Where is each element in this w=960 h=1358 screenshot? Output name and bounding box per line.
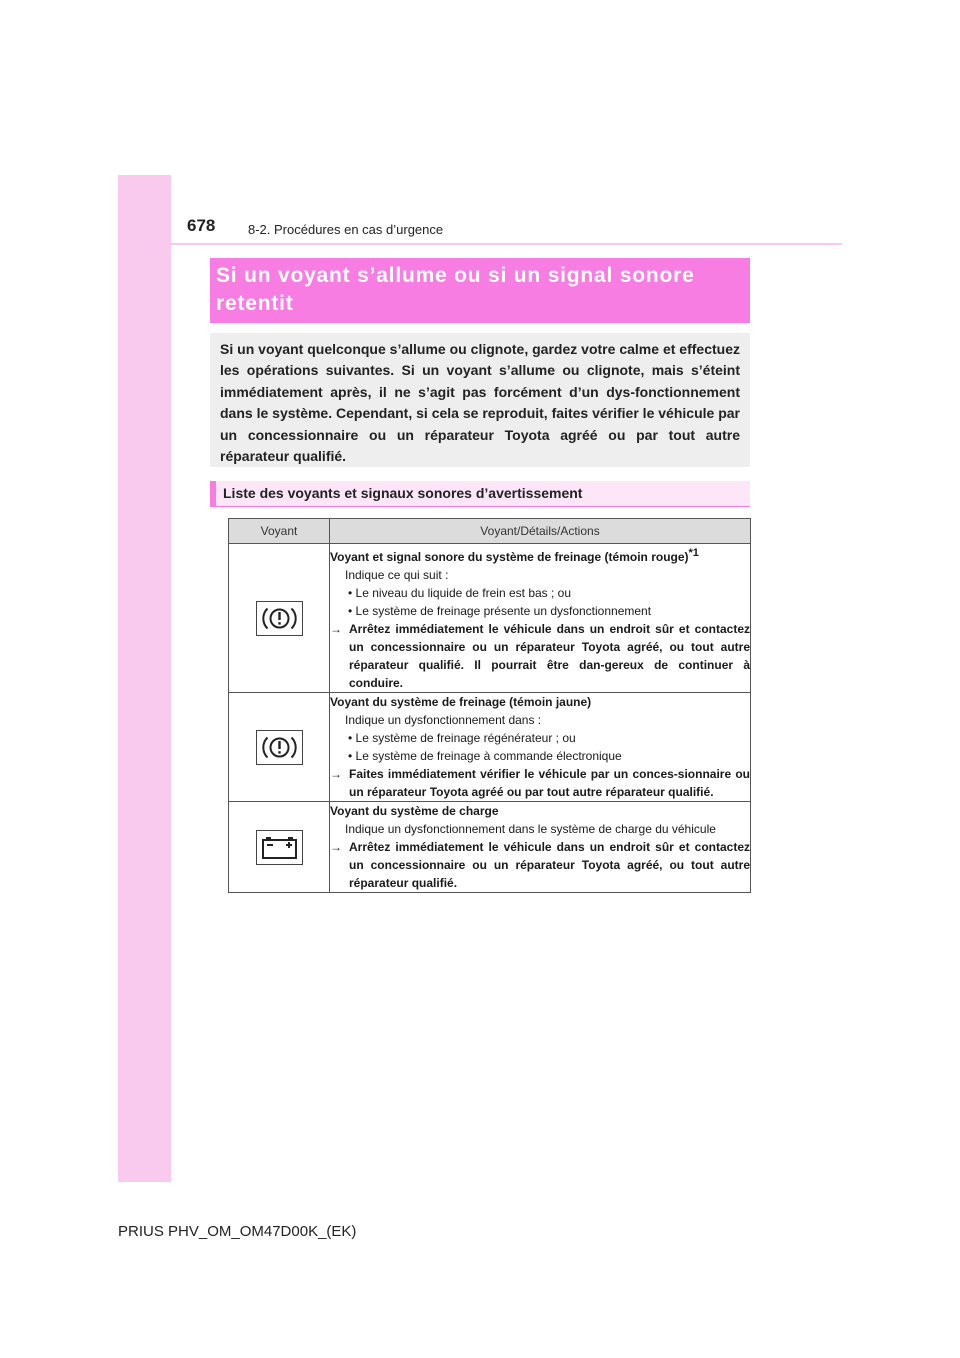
battery-icon <box>256 830 303 865</box>
warning-detail: Indique ce qui suit : <box>345 568 449 582</box>
page-title-line-1: Si un voyant s’allume ou si un signal sonore <box>216 264 695 287</box>
warning-bullet: • Le système de freinage présente un dysfonctionnement <box>348 604 652 618</box>
footnote-mark: *1 <box>688 547 699 559</box>
icon-cell <box>229 544 330 693</box>
icon-cell <box>229 693 330 802</box>
warning-action-text: Faites immédiatement vérifier le véhicule par un conces-sionnaire ou un réparateur Toyota agréé ou par tout autre réparateur qualifié. <box>349 767 750 799</box>
arrow-icon: → <box>330 622 342 636</box>
arrow-icon: → <box>330 840 342 854</box>
list-heading: Liste des voyants et signaux sonores d’avertissement <box>210 481 750 507</box>
intro-text: Si un voyant quelconque s’allume ou clignote, gardez votre calme et effectuez les opérations suivantes. Si un voyant s’allume ou clignote, mais s’éteint immédiatement après, il ne s’agit pas forcément d’un dys-fonctionnement dans le système. Cependant, si cela se reproduit, faites vérifier le véhicule par un concessionnaire ou un réparateur Toyota agréé ou par tout autre réparateur qualifié. <box>220 341 740 465</box>
description-cell <box>330 802 751 893</box>
section-header: 8-2. Procédures en cas d’urgence <box>248 222 444 237</box>
table-header-row <box>229 519 751 544</box>
column-header-voyant: Voyant <box>229 519 330 544</box>
arrow-icon: → <box>330 767 342 781</box>
warning-title: Voyant et signal sonore du système de freinage (témoin rouge)$^{*1}$ <box>330 547 699 564</box>
intro-box <box>210 333 750 467</box>
page-title-line-2: retentit <box>216 292 294 315</box>
page-title-box <box>210 258 750 323</box>
icon-cell <box>229 802 330 893</box>
side-tab-band <box>118 175 171 1182</box>
warning-bullet: • Le système de freinage à commande électronique <box>348 749 622 763</box>
warning-action-text: Arrêtez immédiatement le véhicule dans un endroit sûr et contactez un concessionnaire ou un réparateur Toyota agréé, ou tout autre réparateur qualifié. <box>349 840 750 890</box>
warning-action <box>330 620 750 692</box>
header-rule <box>171 243 842 245</box>
warning-action-text: Arrêtez immédiatement le véhicule dans un endroit sûr et contactez un concessionnaire ou un réparateur Toyota agréé, ou tout autre réparateur qualifié. Il pourrait être dan-gereux de continuer à conduire. <box>349 622 750 690</box>
warning-action <box>330 765 750 801</box>
brake-warning-icon <box>256 730 303 765</box>
description-cell <box>330 693 751 802</box>
warning-detail: Indique un dysfonctionnement dans le système de charge du véhicule <box>345 822 716 836</box>
page-number: 678 <box>187 216 216 235</box>
description-cell <box>330 544 751 693</box>
warning-light-table <box>228 518 751 893</box>
column-header-details: Voyant/Détails/Actions <box>330 519 751 544</box>
warning-title: Voyant du système de charge <box>330 804 499 818</box>
page-footer: PRIUS PHV_OM_OM47D00K_(EK) <box>118 1223 357 1240</box>
warning-bullet: • Le niveau du liquide de frein est bas ; ou <box>348 586 572 600</box>
warning-detail: Indique un dysfonctionnement dans : <box>345 713 542 727</box>
table-row <box>229 544 751 693</box>
warning-bullet: • Le système de freinage régénérateur ; ou <box>348 731 576 745</box>
warning-title: Voyant du système de freinage (témoin jaune) <box>330 695 592 709</box>
warning-action <box>330 838 750 892</box>
table-row <box>229 693 751 802</box>
table-row <box>229 802 751 893</box>
brake-warning-icon <box>256 601 303 636</box>
